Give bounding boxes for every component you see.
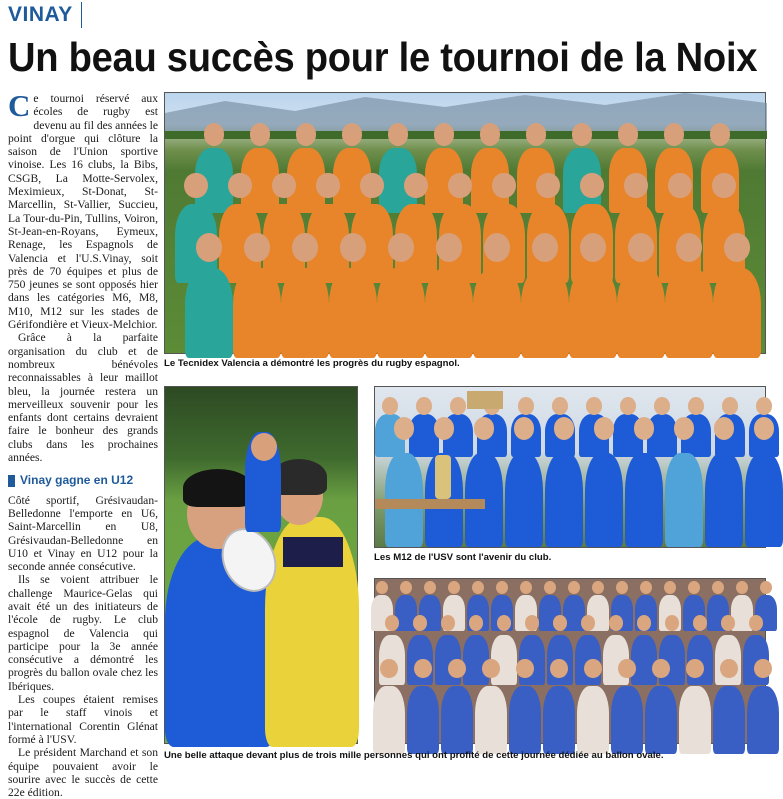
person-head — [414, 659, 432, 678]
person-head — [624, 173, 647, 198]
person-figure — [409, 414, 439, 457]
person-head — [482, 659, 500, 678]
person-head — [609, 615, 623, 631]
person-head — [450, 397, 467, 415]
person-head — [654, 397, 671, 415]
person-head — [448, 659, 466, 678]
person-head — [756, 397, 773, 415]
person-head — [553, 615, 567, 631]
person-head — [469, 615, 483, 631]
person-head — [400, 581, 412, 594]
person-head — [536, 173, 559, 198]
photo-rugby-attack — [164, 386, 358, 744]
person-head — [448, 173, 471, 198]
person-head — [749, 615, 763, 631]
person-head — [382, 397, 399, 415]
person-head — [472, 581, 484, 594]
person-figure — [441, 686, 473, 754]
person-head — [360, 173, 383, 198]
person-figure — [705, 453, 743, 547]
person-figure — [713, 686, 745, 754]
person-head — [616, 581, 628, 594]
person-head — [720, 659, 738, 678]
headline: Un beau succès pour le tournoi de la Noix — [8, 34, 758, 80]
person-head — [316, 173, 339, 198]
person-head — [686, 659, 704, 678]
photo-crowd — [374, 578, 766, 744]
person-head — [388, 233, 414, 262]
person-head — [550, 659, 568, 678]
person-figure — [521, 268, 569, 358]
photo-team-valencia — [164, 92, 766, 354]
player-background-head — [251, 433, 277, 461]
person-figure — [611, 686, 643, 754]
person-head — [637, 615, 651, 631]
person-head — [592, 581, 604, 594]
person-head — [424, 581, 436, 594]
person-head — [618, 659, 636, 678]
person-head — [721, 615, 735, 631]
person-head — [496, 581, 508, 594]
person-head — [532, 233, 558, 262]
person-head — [552, 397, 569, 415]
person-head — [724, 233, 750, 262]
trophy-table — [375, 499, 485, 509]
person-figure — [473, 268, 521, 358]
person-figure — [475, 686, 507, 754]
person-head — [620, 397, 637, 415]
article-paragraph-1 — [8, 88, 158, 332]
person-figure — [631, 635, 657, 685]
person-head — [228, 173, 251, 198]
person-figure — [407, 686, 439, 754]
person-head — [712, 581, 724, 594]
person-figure — [577, 686, 609, 754]
jersey-stripe — [283, 537, 343, 567]
person-figure — [625, 453, 663, 547]
person-head — [436, 233, 462, 262]
person-head — [668, 173, 691, 198]
person-head — [544, 581, 556, 594]
person-head — [441, 615, 455, 631]
person-head — [380, 659, 398, 678]
person-head — [292, 233, 318, 262]
person-head — [492, 173, 515, 198]
scrum-cap — [183, 469, 253, 507]
person-head — [272, 173, 295, 198]
person-head — [413, 615, 427, 631]
person-figure — [545, 453, 583, 547]
person-head — [497, 615, 511, 631]
person-figure — [645, 686, 677, 754]
person-figure — [185, 268, 233, 358]
person-head — [385, 615, 399, 631]
person-head — [581, 615, 595, 631]
person-figure — [617, 268, 665, 358]
person-head — [665, 615, 679, 631]
person-figure — [745, 453, 783, 547]
trophy-plaque — [467, 391, 503, 409]
person-figure — [713, 268, 761, 358]
person-figure — [585, 453, 623, 547]
photo4-caption: Une belle attaque devant plus de trois mille personnes qui ont profité de cette journée dédiée au ballon ovale. — [164, 750, 664, 761]
person-head — [516, 659, 534, 678]
person-head — [722, 397, 739, 415]
person-figure — [373, 686, 405, 754]
subhead-marker — [8, 475, 15, 487]
section-label: VINAY — [8, 2, 82, 28]
person-head — [688, 581, 700, 594]
article-paragraph-6: Le président Marchand et son équipe pouvaient avoir le sourire avec le succès de cette 22e édition. — [8, 746, 158, 799]
person-figure — [747, 686, 779, 754]
person-figure — [679, 686, 711, 754]
person-head — [448, 581, 460, 594]
person-figure — [569, 268, 617, 358]
person-head — [712, 173, 735, 198]
drop-cap: C — [8, 88, 31, 123]
person-figure — [505, 453, 543, 547]
article-body — [8, 88, 158, 799]
person-head — [676, 233, 702, 262]
person-head — [376, 581, 388, 594]
person-head — [580, 173, 603, 198]
person-head — [594, 417, 615, 440]
photo3-caption: Les M12 de l'USV sont l'avenir du club. — [374, 552, 552, 563]
article-subhead — [8, 474, 158, 487]
person-figure — [425, 268, 473, 358]
person-head — [640, 581, 652, 594]
article-paragraph-2: Grâce à la parfaite organisation du club et de nombreux bénévoles reconnaissables à leur maillot bleu, la journée restera un merveilleux souvenir pour les enfants dont certains devraient faire le bonheur des grands clubs dans les prochaines années. — [8, 331, 158, 465]
article-text: e tournoi réservé aux écoles de rugby est devenu au fil des années le point d'orgue qui clôture la saison de l'Union sportive vinoise. Les 16 clubs, la Bibs, CSGB, La Motte-Servolex, Meximieux, St-Donat, St-Marcellin, St-Vallier, Succieu, La Tour-du-Pin, Tullins, Voiron, St-Jean-en-Royans, Eymeux, Renage, les Espagnols de Valencia et l'U.S.Vinay, soit près de 70 équipes et plus de 750 jeunes se sont opposés hier dans les catégories M6, M8, M10, M12 sur les stades de Gérifondière et Vieux-Melchior. — [8, 92, 158, 332]
person-figure — [665, 453, 703, 547]
person-head — [184, 173, 207, 198]
person-head — [652, 659, 670, 678]
photo-usv-m12 — [374, 386, 766, 548]
person-figure — [329, 268, 377, 358]
person-figure — [665, 268, 713, 358]
trophy-cup — [435, 455, 451, 499]
person-head — [416, 397, 433, 415]
person-head — [244, 233, 270, 262]
person-head — [568, 581, 580, 594]
person-head — [525, 615, 539, 631]
person-head — [196, 233, 222, 262]
article-paragraph-5: Les coupes étaient remises par le staff vinois et l'international Corentin Glénat formé à l'USV. — [8, 693, 158, 746]
person-head — [688, 397, 705, 415]
article-paragraph-3: Côté sportif, Grésivaudan-Belledonne l'emporte en U6, Saint-Marcellin en U8, Grésivaudan-Belledonne en U10 et Vinay en U12 pour la seconde année consécutive. — [8, 493, 158, 574]
person-figure — [377, 268, 425, 358]
person-figure — [543, 686, 575, 754]
person-head — [693, 615, 707, 631]
person-head — [584, 659, 602, 678]
person-figure — [509, 686, 541, 754]
person-head — [340, 233, 366, 262]
person-head — [754, 659, 772, 678]
person-head — [664, 581, 676, 594]
person-head — [518, 397, 535, 415]
person-figure — [281, 268, 329, 358]
person-head — [736, 581, 748, 594]
person-head — [520, 581, 532, 594]
person-head — [580, 233, 606, 262]
person-head — [586, 397, 603, 415]
subhead-text: Vinay gagne en U12 — [20, 473, 134, 488]
person-figure — [233, 268, 281, 358]
person-head — [404, 173, 427, 198]
article-paragraph-4: Ils se voient attribuer le challenge Maurice-Gelas qui avait été un des initiateurs de l'école de rugby. Le club espagnol de Valencia qui participe pour la 3e année consécutive a démontré les progrès du ballon ovale chez les Ibériques. — [8, 573, 158, 693]
person-head — [484, 233, 510, 262]
photo1-caption: Le Tecnidex Valencia a démontré les progrès du rugby espagnol. — [164, 358, 460, 369]
person-head — [760, 581, 772, 594]
person-head — [628, 233, 654, 262]
